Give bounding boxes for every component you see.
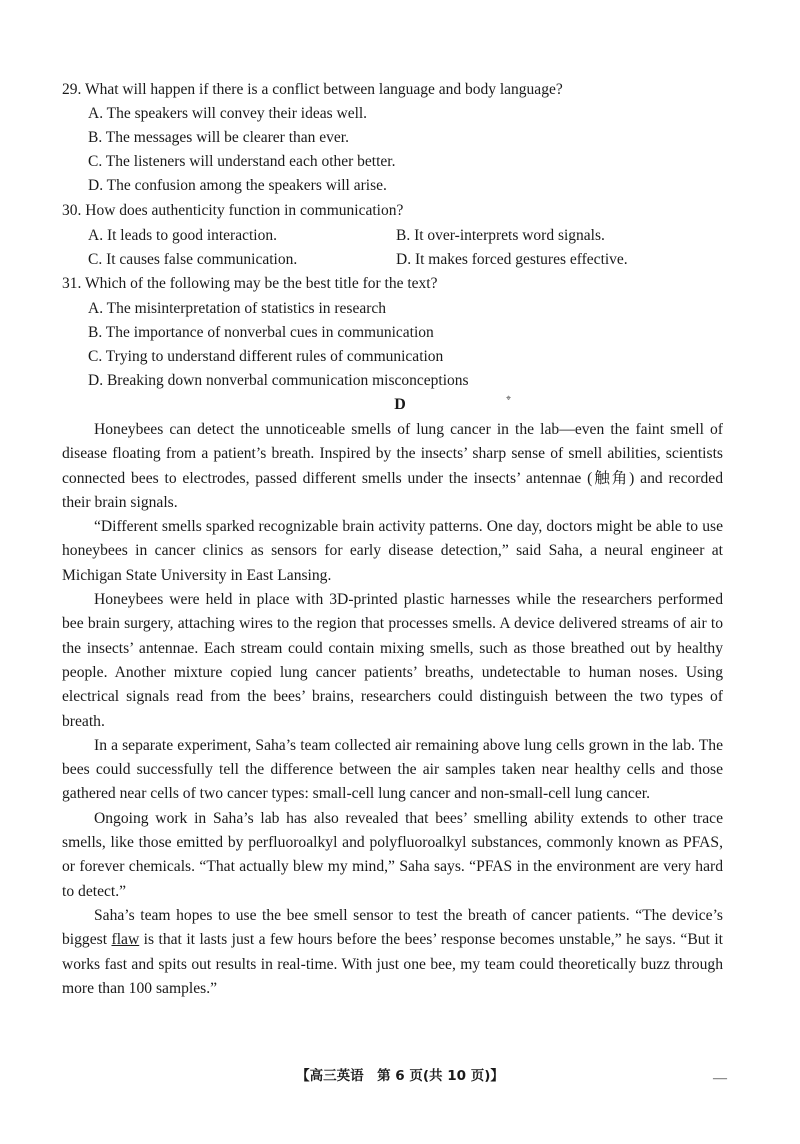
- margin-mark-icon: ⌖: [506, 393, 512, 403]
- question-30-option-b: B. It over-interprets word signals.: [396, 227, 605, 244]
- question-29-stem: 29. What will happen if there is a conflict between language and body language?: [62, 81, 563, 98]
- passage-paragraph-5: Ongoing work in Saha’s lab has also revealed that bees’ smelling ability extends to other trace smells, like those emitted by perfluoroalkyl and polyfluoroalkyl substances, commonly known as PFAS, or forever chemicals. “That actually blew my mind,” Saha says. “PFAS in the environment are very hard to detect.”: [62, 809, 723, 900]
- page-footer: 【高三英语 第 6 页(共 10 页)】: [296, 1068, 504, 1084]
- passage-text-before-flaw: Saha’s team hopes to use the bee smell sensor to test the breath of cancer patients. “The device’s biggest: [62, 906, 723, 949]
- passage-paragraph-6: [62, 904, 723, 1001]
- passage-paragraph-1: Honeybees can detect the unnoticeable smells of lung cancer in the lab—even the faint smell of disease floating from a patient’s breath. Inspired by the insects’ sharp sense of smell abilities, scientists connected bees to electrodes, passed different smells under the insects’ antennae (触角) and recorded their brain signals.: [62, 421, 723, 511]
- passage-paragraph-2: “Different smells sparked recognizable brain activity patterns. One day, doctors might be able to use honeybees in cancer clinics as sensors for early disease detection,” said Saha, a neural engineer at Michigan State University in East Lansing.: [62, 518, 723, 584]
- question-30-stem: 30. How does authenticity function in communication?: [62, 202, 404, 219]
- question-29-option-b: B. The messages will be clearer than ever.: [88, 129, 349, 146]
- passage-paragraph-3: Honeybees were held in place with 3D-printed plastic harnesses while the researchers performed bee brain surgery, attaching wires to the region that processes smells. A device delivered streams of air to the insects’ antennae. Each stream could contain mixing smells, such as those breathed out by healthy people. Another mixture copied lung cancer patients’ breaths, undetectable to human noses. Using electrical signals read from the bees’ brains, researchers could distinguish between the two types of breath.: [62, 591, 723, 730]
- question-31-option-b: B. The importance of nonverbal cues in communication: [88, 324, 434, 341]
- footer-dash: —: [713, 1071, 727, 1086]
- question-29-option-d: D. The confusion among the speakers will arise.: [88, 177, 387, 194]
- question-30-option-d: D. It makes forced gestures effective.: [396, 251, 628, 268]
- underlined-word-flaw: flaw: [111, 931, 140, 949]
- question-31-stem: 31. Which of the following may be the best title for the text?: [62, 275, 438, 292]
- passage-paragraph-4: In a separate experiment, Saha’s team collected air remaining above lung cells grown in the lab. The bees could successfully tell the difference between the air samples taken near healthy cells and those gathered near cells of two cancer types: small-cell lung cancer and non-small-cell lung cancer.: [62, 736, 723, 803]
- question-30-option-c: C. It causes false communication.: [88, 251, 298, 268]
- question-30-option-a: A. It leads to good interaction.: [88, 227, 277, 244]
- question-31-option-a: A. The misinterpretation of statistics in research: [88, 300, 387, 317]
- question-29-option-c: C. The listeners will understand each other better.: [88, 153, 396, 170]
- section-heading: D: [394, 396, 406, 413]
- question-29-option-a: A. The speakers will convey their ideas well.: [88, 105, 368, 122]
- question-31-option-c: C. Trying to understand different rules of communication: [88, 348, 444, 365]
- passage-text-after-flaw: is that it lasts just a few hours before the bees’ response becomes unstable,” he says. “But it works fast and spits out results in real-time. With just one bee, my team could theoretically buzz through more than 100 samples.”: [62, 931, 723, 997]
- reading-passage: [62, 418, 723, 1001]
- question-31-option-d: D. Breaking down nonverbal communication misconceptions: [88, 372, 469, 389]
